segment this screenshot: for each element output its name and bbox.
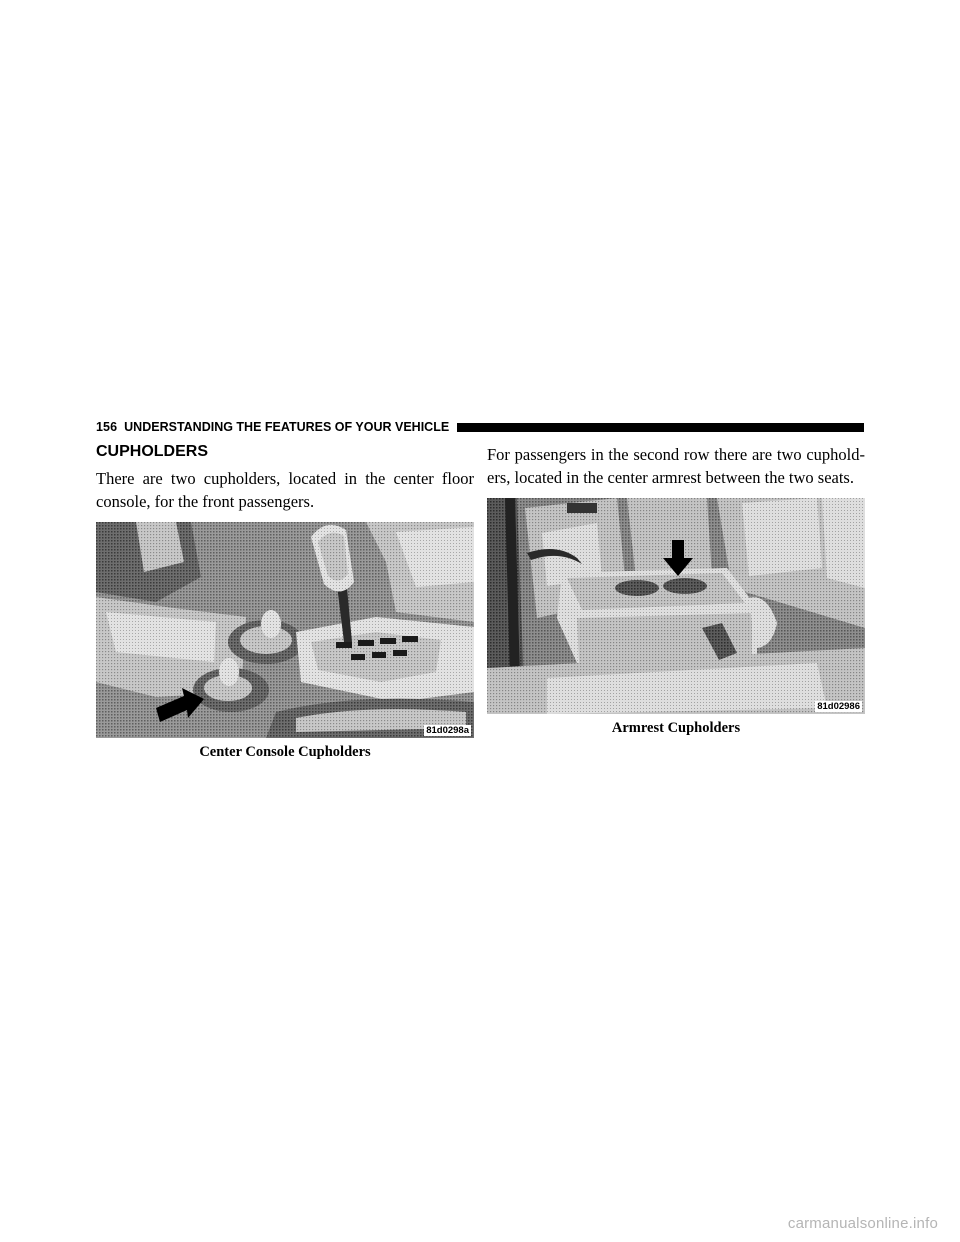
running-header [96,418,864,436]
chapter-title: UNDERSTANDING THE FEATURES OF YOUR VEHICLE [124,420,450,434]
figure-code: 81d0298a [426,725,469,736]
center-console-drawing [96,522,474,738]
left-paragraph: There are two cupholders, located in the center floor console, for the front passengers. [96,469,474,511]
center-console-illustration [96,522,474,738]
watermark: carmanualsonline.info [787,1215,938,1232]
armrest-drawing [487,498,865,714]
figure-code: 81d02986 [817,701,860,712]
left-column [96,440,474,761]
header-rule [457,423,864,432]
right-column [487,440,865,737]
page-number: 156 [96,420,118,434]
section-heading: CUPHOLDERS [96,443,209,460]
right-paragraph: For passengers in the second row there are two cuphold-ers, located in the center armrest between the two seats. [487,445,865,487]
armrest-illustration [487,498,865,714]
figure-caption: Center Console Cupholders [199,744,371,760]
figure-caption: Armrest Cupholders [611,720,741,736]
